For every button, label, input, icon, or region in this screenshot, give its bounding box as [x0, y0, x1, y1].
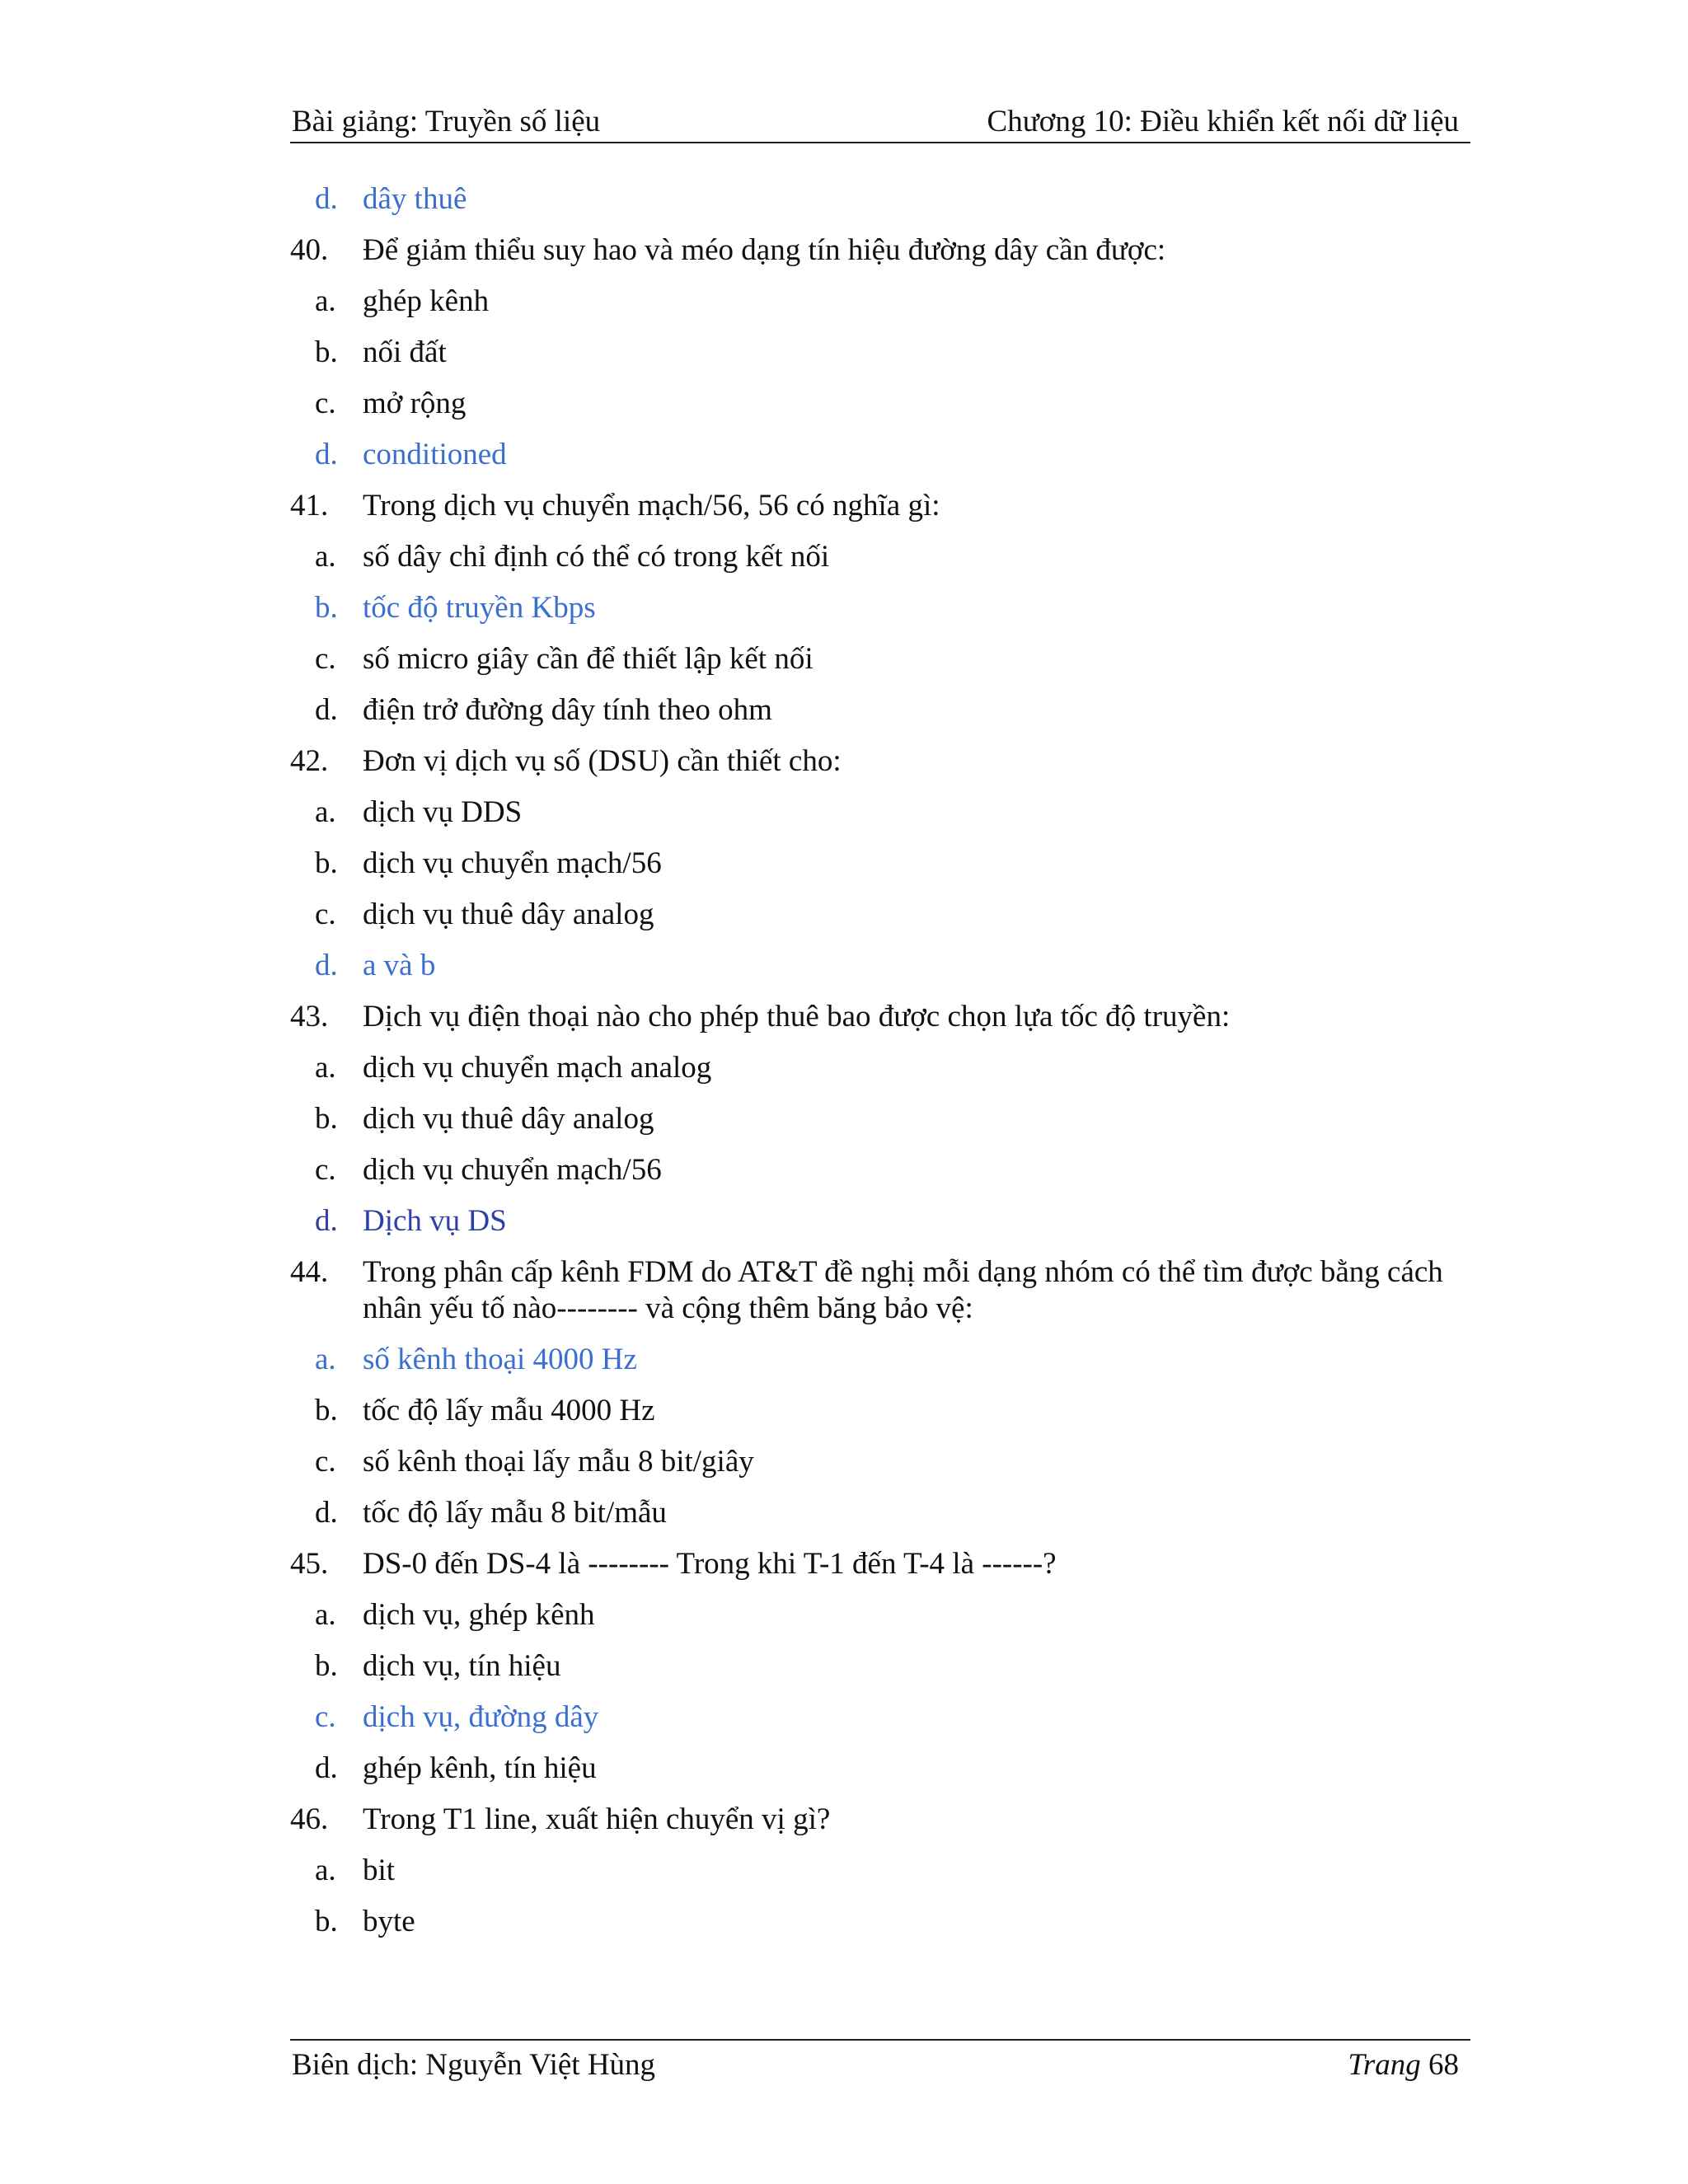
option-text: dịch vụ, tín hiệu: [363, 1649, 561, 1683]
option-item: [290, 794, 1470, 831]
page-footer: [290, 2039, 1470, 2090]
option-item: [290, 897, 1470, 933]
question-text: Dịch vụ điện thoại nào cho phép thuê bao được chọn lựa tốc độ truyền:: [363, 1000, 1231, 1033]
answer-option: [290, 1699, 1470, 1736]
option-letter: c.: [315, 642, 336, 676]
option-item: [290, 692, 1470, 729]
option-text: mở rộng: [363, 387, 467, 420]
option-letter: b.: [315, 335, 338, 369]
option-letter: a.: [315, 1598, 336, 1632]
option-text: tốc độ lấy mẫu 8 bit/mẫu: [363, 1496, 667, 1530]
answer-option: [290, 948, 1470, 984]
option-text: byte: [363, 1905, 415, 1938]
question-number: 42.: [290, 744, 329, 778]
option-text: tốc độ lấy mẫu 4000 Hz: [363, 1394, 655, 1427]
footer-translator: Biên dịch: Nguyễn Việt Hùng: [292, 2048, 656, 2082]
question-item: [290, 488, 1470, 524]
option-item: [290, 1750, 1470, 1787]
option-letter: a.: [315, 1343, 336, 1376]
question-text: Trong T1 line, xuất hiện chuyển vị gì?: [363, 1802, 831, 1836]
page-header: [290, 99, 1470, 143]
option-item: [290, 1648, 1470, 1685]
option-text: dịch vụ, đường dây: [363, 1700, 599, 1734]
question-item: [290, 999, 1470, 1035]
option-letter: c.: [315, 898, 336, 931]
option-text: dịch vụ, ghép kênh: [363, 1598, 595, 1632]
option-letter: c.: [315, 1153, 336, 1187]
option-text: dây thuê: [363, 182, 467, 216]
option-letter: b.: [315, 1905, 338, 1938]
option-item: [290, 1152, 1470, 1188]
option-item: [290, 1853, 1470, 1889]
option-text: Dịch vụ DS: [363, 1204, 507, 1238]
option-letter: d.: [315, 1496, 338, 1530]
option-letter: a.: [315, 795, 336, 829]
option-letter: b.: [315, 846, 338, 880]
option-letter: d.: [315, 949, 338, 982]
option-text: số dây chỉ định có thể có trong kết nối: [363, 540, 830, 574]
option-text: dịch vụ chuyển mạch/56: [363, 846, 662, 880]
question-number: 41.: [290, 489, 329, 523]
option-item: [290, 1597, 1470, 1633]
option-text: dịch vụ thuê dây analog: [363, 1102, 654, 1136]
option-letter: d.: [315, 438, 338, 471]
option-item: [290, 1393, 1470, 1429]
option-letter: a.: [315, 540, 336, 574]
option-letter: c.: [315, 387, 336, 420]
option-text: dịch vụ chuyển mạch analog: [363, 1051, 712, 1085]
option-item: [290, 386, 1470, 422]
question-number: 44.: [290, 1255, 329, 1289]
option-item: [290, 641, 1470, 677]
question-text: Trong dịch vụ chuyển mạch/56, 56 có nghĩa gì:: [363, 489, 940, 523]
footer-page-number: [1348, 2047, 1459, 2083]
question-item: [290, 1546, 1470, 1582]
option-item: [290, 846, 1470, 882]
option-letter: d.: [315, 1751, 338, 1785]
header-course-title: Bài giảng: Truyền số liệu: [292, 105, 601, 138]
option-text: tốc độ truyền Kbps: [363, 591, 596, 625]
answer-option: [290, 1342, 1470, 1378]
option-text: số micro giây cần để thiết lập kết nối: [363, 642, 814, 676]
option-letter: b.: [315, 1649, 338, 1683]
option-text: bit: [363, 1854, 396, 1887]
option-letter: c.: [315, 1445, 336, 1479]
option-text: dịch vụ chuyển mạch/56: [363, 1153, 662, 1187]
option-letter: b.: [315, 1394, 338, 1427]
option-letter: d.: [315, 693, 338, 727]
question-item: [290, 232, 1470, 269]
question-number: 40.: [290, 233, 329, 267]
answer-option: [290, 181, 1470, 218]
question-number: 43.: [290, 1000, 329, 1033]
option-item: [290, 1904, 1470, 1940]
option-item: [290, 284, 1470, 320]
answer-option: [290, 590, 1470, 626]
question-text: Để giảm thiểu suy hao và méo dạng tín hiệu đường dây cần được:: [363, 233, 1166, 267]
option-text: dịch vụ DDS: [363, 795, 523, 829]
option-letter: b.: [315, 591, 338, 625]
option-letter: a.: [315, 1051, 336, 1085]
page-word: Trang: [1348, 2048, 1421, 2082]
question-number: 46.: [290, 1802, 329, 1836]
page-number: 68: [1428, 2048, 1459, 2082]
option-text: dịch vụ thuê dây analog: [363, 898, 654, 931]
answer-option: [290, 1203, 1470, 1240]
question-text: DS-0 đến DS-4 là -------- Trong khi T-1 đến T-4 là ------?: [363, 1547, 1057, 1581]
option-letter: a.: [315, 284, 336, 318]
option-text: số kênh thoại lấy mẫu 8 bit/giây: [363, 1445, 754, 1479]
option-letter: a.: [315, 1854, 336, 1887]
option-item: [290, 1101, 1470, 1137]
question-item: [290, 743, 1470, 780]
option-item: [290, 539, 1470, 575]
answer-option: [290, 437, 1470, 473]
option-item: [290, 1444, 1470, 1480]
question-item: [290, 1254, 1470, 1327]
question-text: Đơn vị dịch vụ số (DSU) cần thiết cho:: [363, 744, 842, 778]
option-item: [290, 1495, 1470, 1531]
option-text: ghép kênh, tín hiệu: [363, 1751, 597, 1785]
option-text: ghép kênh: [363, 284, 490, 318]
option-letter: c.: [315, 1700, 336, 1734]
question-list: [290, 181, 1470, 1955]
option-text: conditioned: [363, 438, 507, 471]
header-chapter-title: Chương 10: Điều khiển kết nối dữ liệu: [987, 105, 1459, 138]
option-item: [290, 335, 1470, 371]
option-letter: d.: [315, 1204, 338, 1238]
option-text: số kênh thoại 4000 Hz: [363, 1343, 637, 1376]
option-letter: d.: [315, 182, 338, 216]
question-number: 45.: [290, 1547, 329, 1581]
option-text: điện trở đường dây tính theo ohm: [363, 693, 772, 727]
option-text: a và b: [363, 949, 436, 982]
option-letter: b.: [315, 1102, 338, 1136]
option-item: [290, 1050, 1470, 1086]
option-text: nối đất: [363, 335, 447, 369]
question-item: [290, 1802, 1470, 1838]
question-text: Trong phân cấp kênh FDM do AT&T đề nghị mỗi dạng nhóm có thể tìm được bằng cách nhân yếu tố nào-------- và cộng thêm băng bảo vệ:: [363, 1255, 1443, 1325]
